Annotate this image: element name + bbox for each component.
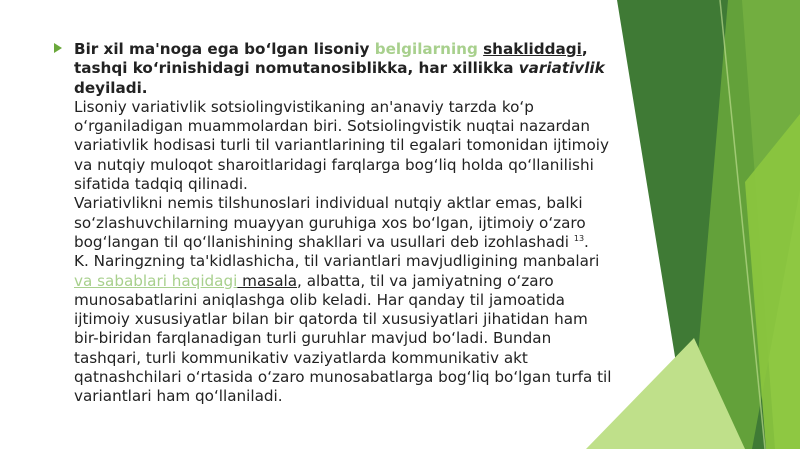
paragraph-3	[74, 252, 614, 406]
heading-text	[74, 40, 605, 97]
heading-part1: Bir xil ma'noga ega bo‘lgan lisoniy	[74, 40, 375, 58]
paragraph-3-end: , albatta, til va jamiyatning o‘zaro munosabatlarini aniqlashga olib keladi. Har qanday til jamoatida ijtimoiy xususiyatlar bilan bir qatorda til xususiyatlari jihatidan ham bir-biridan farqlanadigan turli guruhlar mavjud bo‘ladi. Bundan tashqari, turli kommunikativ vaziyatlarda kommunikativ akt qatnashchilari o‘rtasida o‘zaro munosabatlarga bog‘liq bo‘lgan turfa til variantlari ham qo‘llaniladi.	[74, 271, 612, 406]
heading-part2: , tashqi ko‘rinishidagi nomutanosiblikka, har xillikka	[74, 40, 588, 78]
paragraph-3-start: K. Naringzning ta'kidlashicha, til variantlari mavjudligining manbalari	[74, 252, 600, 271]
heading-italic-term: variativlik	[518, 59, 605, 78]
paragraph-1: Lisoniy variativlik sotsiolingvistikaning an'anaviy tarzda ko‘p o‘rganiladigan muammolardan biri. Sotsiolingvistik nuqtai nazardan variativlik hodisasi turli til variantlarining til egalari tomonidan ijtimoiy va nutqiy muloqot sharoitlaridagi farqlarga bog‘liq holda qo‘llanilishi sifatida tadqiq qilinadi.	[74, 97, 609, 194]
body-text	[54, 98, 614, 407]
heading-part3: deyiladi.	[74, 78, 148, 97]
paragraph-3-faded: va sabablari haqidagi	[74, 271, 238, 290]
heading-faded-word: belgilarning	[374, 40, 478, 58]
heading-underlined-word: shakliddagi	[483, 40, 582, 58]
bullet-arrow-icon	[54, 43, 62, 53]
paragraph-3-underlined: masala	[237, 271, 298, 290]
footnote-marker: 13	[573, 233, 585, 243]
bullet-item	[54, 40, 614, 98]
paragraph-2-text: Variativlikni nemis tilshunoslari individual nutqiy aktlar emas, balki so‘zlashuvchilarning muayyan guruhiga xos bo‘lgan, ijtimoiy o‘zaro bog‘langan til qo‘llanishining shakllari va usullari deb izohlashadi	[74, 194, 586, 251]
paragraph-2	[74, 194, 614, 252]
slide-content	[54, 40, 614, 407]
paragraph-2-end: .	[584, 232, 589, 251]
